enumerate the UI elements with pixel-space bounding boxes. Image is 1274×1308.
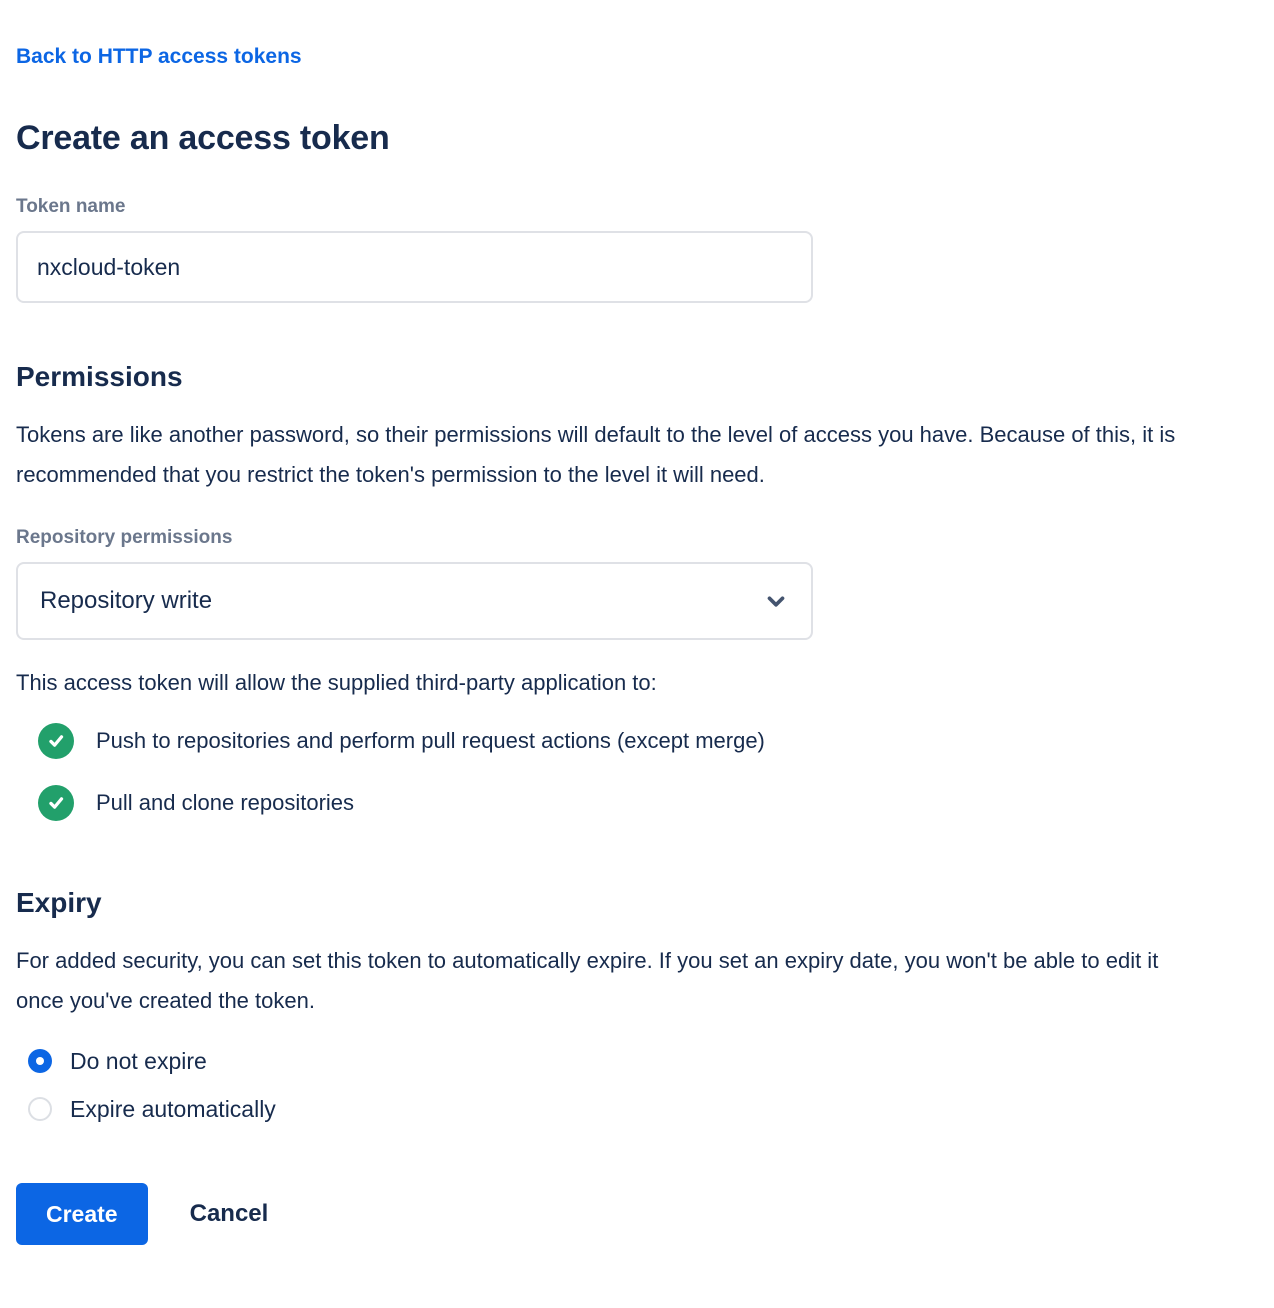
expiry-radio-group bbox=[16, 1049, 1258, 1121]
radio-label: Expire automatically bbox=[70, 1095, 276, 1122]
repository-permissions-selected-value: Repository write bbox=[40, 587, 213, 614]
expiry-description: For added security, you can set this token to automatically expire. If you set an expiry date, you won't be able to edit it once you've created the token. bbox=[16, 948, 1159, 1013]
create-button[interactable]: Create bbox=[16, 1183, 148, 1245]
token-name-input[interactable] bbox=[16, 231, 813, 303]
radio-option-expire-automatically[interactable] bbox=[28, 1097, 1258, 1121]
expiry-heading: Expiry bbox=[16, 887, 102, 918]
capability-text: Pull and clone repositories bbox=[96, 790, 355, 815]
page-title: Create an access token bbox=[16, 119, 390, 157]
permissions-description: Tokens are like another password, so their permissions will default to the level of access you have. Because of this, it is recommended that you restrict the token's permission to the level it will need. bbox=[16, 422, 1176, 487]
capability-item-pull bbox=[38, 785, 1258, 821]
capability-item-push bbox=[38, 723, 1258, 759]
capability-text: Push to repositories and perform pull request actions (except merge) bbox=[96, 728, 765, 753]
permissions-heading: Permissions bbox=[16, 361, 183, 392]
repository-permissions-label: Repository permissions bbox=[16, 527, 233, 548]
access-token-allow-intro: This access token will allow the supplied third-party application to: bbox=[16, 670, 657, 695]
radio-option-do-not-expire[interactable] bbox=[28, 1049, 1258, 1073]
chevron-down-icon bbox=[763, 588, 789, 614]
radio-selected-icon[interactable] bbox=[28, 1049, 52, 1073]
check-circle-icon bbox=[38, 723, 74, 759]
repository-permissions-select[interactable] bbox=[16, 562, 813, 640]
radio-unselected-icon[interactable] bbox=[28, 1097, 52, 1121]
token-name-label: Token name bbox=[16, 196, 126, 217]
capability-list bbox=[16, 723, 1258, 821]
form-actions bbox=[16, 1183, 1258, 1245]
radio-label: Do not expire bbox=[70, 1047, 207, 1074]
back-to-http-access-tokens-link[interactable]: Back to HTTP access tokens bbox=[16, 45, 302, 68]
cancel-button[interactable]: Cancel bbox=[189, 1200, 269, 1227]
check-circle-icon bbox=[38, 785, 74, 821]
